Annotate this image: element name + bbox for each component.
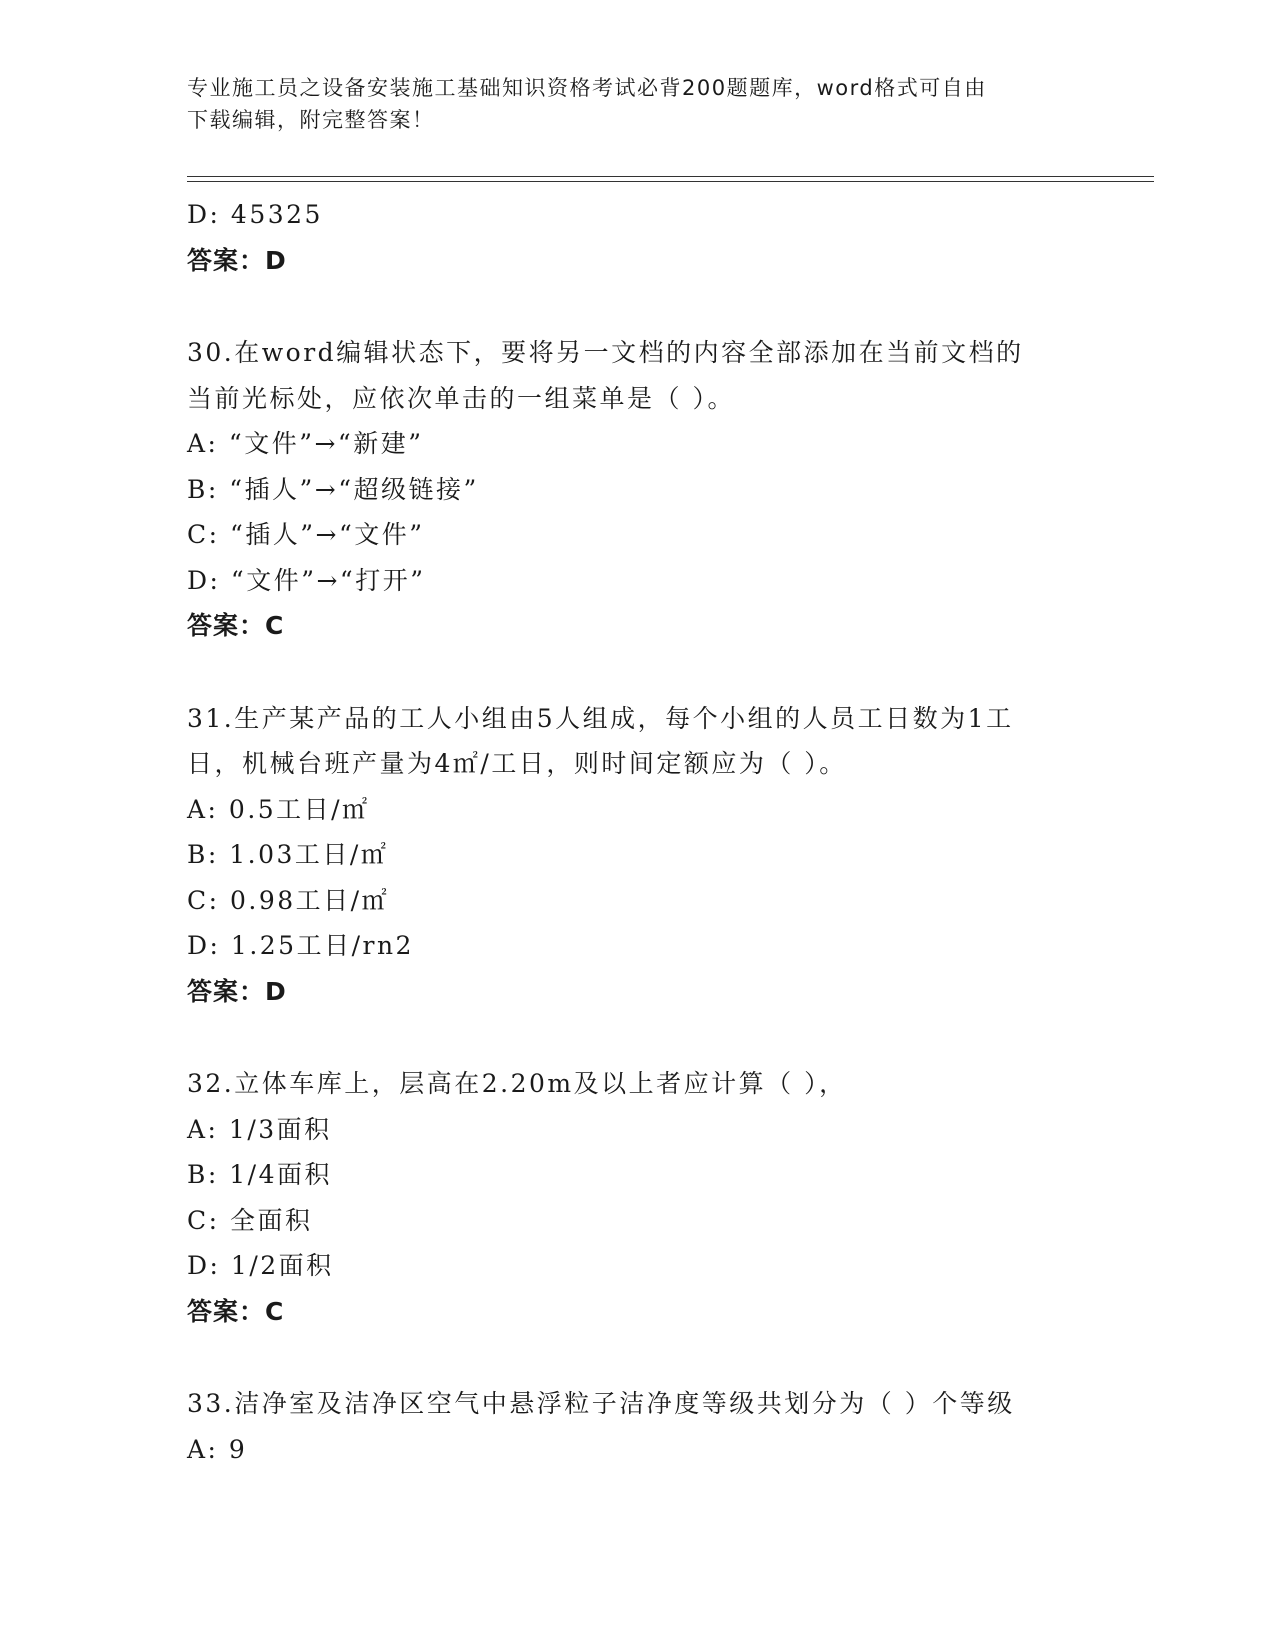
question-text: 日，机械台班产量为4㎡/工日，则时间定额应为（ ）。 — [187, 749, 847, 778]
option-a: A: 1/3面积 — [187, 1114, 332, 1144]
question-block-31 — [187, 696, 1087, 1015]
question-text: 30.在word编辑状态下，要将另一文档的内容全部添加在当前文档的 — [187, 338, 1024, 367]
option-c: C: 全面积 — [187, 1205, 313, 1235]
header-rule-top — [187, 176, 1154, 177]
option-b: B: “插人”→“超级链接” — [187, 474, 479, 504]
question-text: 当前光标处，应依次单击的一组菜单是（ ）。 — [187, 383, 735, 413]
question-block-33 — [187, 1381, 1087, 1472]
question-text: 33.洁净室及洁净区空气中悬浮粒子洁净度等级共划分为（ ）个等级 — [187, 1389, 1015, 1418]
option-d: D: 45325 — [187, 200, 323, 229]
answer-line: 答案：D — [187, 245, 287, 275]
option-d: D: 1.25工日/rn2 — [187, 931, 414, 960]
question-block-32 — [187, 1061, 1087, 1334]
option-a: A: 0.5工日/㎡ — [187, 794, 370, 824]
answer-line: 答案：C — [187, 1296, 285, 1326]
question-text: 31.生产某产品的工人小组由5人组成，每个小组的人员工日数为1工 — [187, 703, 1014, 733]
option-d: D: 1/2面积 — [187, 1251, 334, 1280]
option-b: B: 1.03工日/㎡ — [187, 840, 389, 869]
header-title-line-1: 专业施工员之设备安装施工基础知识资格考试必背200题题库，word格式可自由 — [187, 76, 987, 100]
header-title-line-2: 下载编辑，附完整答案！ — [187, 108, 435, 132]
option-d: D: “文件”→“打开” — [187, 565, 426, 595]
option-c: C: “插人”→“文件” — [187, 520, 425, 549]
spacer — [187, 283, 1087, 330]
question-text: 32.立体车库上，层高在2.20m及以上者应计算（ ）， — [187, 1069, 847, 1098]
spacer — [187, 1014, 1087, 1061]
header-rule-bottom — [187, 181, 1154, 182]
answer-line: 答案：D — [187, 976, 287, 1006]
document-body — [187, 192, 1087, 1472]
question-block-prev — [187, 192, 1087, 283]
question-block-30 — [187, 330, 1087, 649]
document-header — [187, 72, 1067, 136]
option-c: C: 0.98工日/㎡ — [187, 885, 390, 915]
spacer — [187, 649, 1087, 696]
option-a: A: “文件”→“新建” — [187, 429, 424, 458]
answer-line: 答案：C — [187, 611, 285, 640]
spacer — [187, 1334, 1087, 1381]
option-b: B: 1/4面积 — [187, 1160, 332, 1189]
option-a: A: 9 — [187, 1434, 248, 1464]
